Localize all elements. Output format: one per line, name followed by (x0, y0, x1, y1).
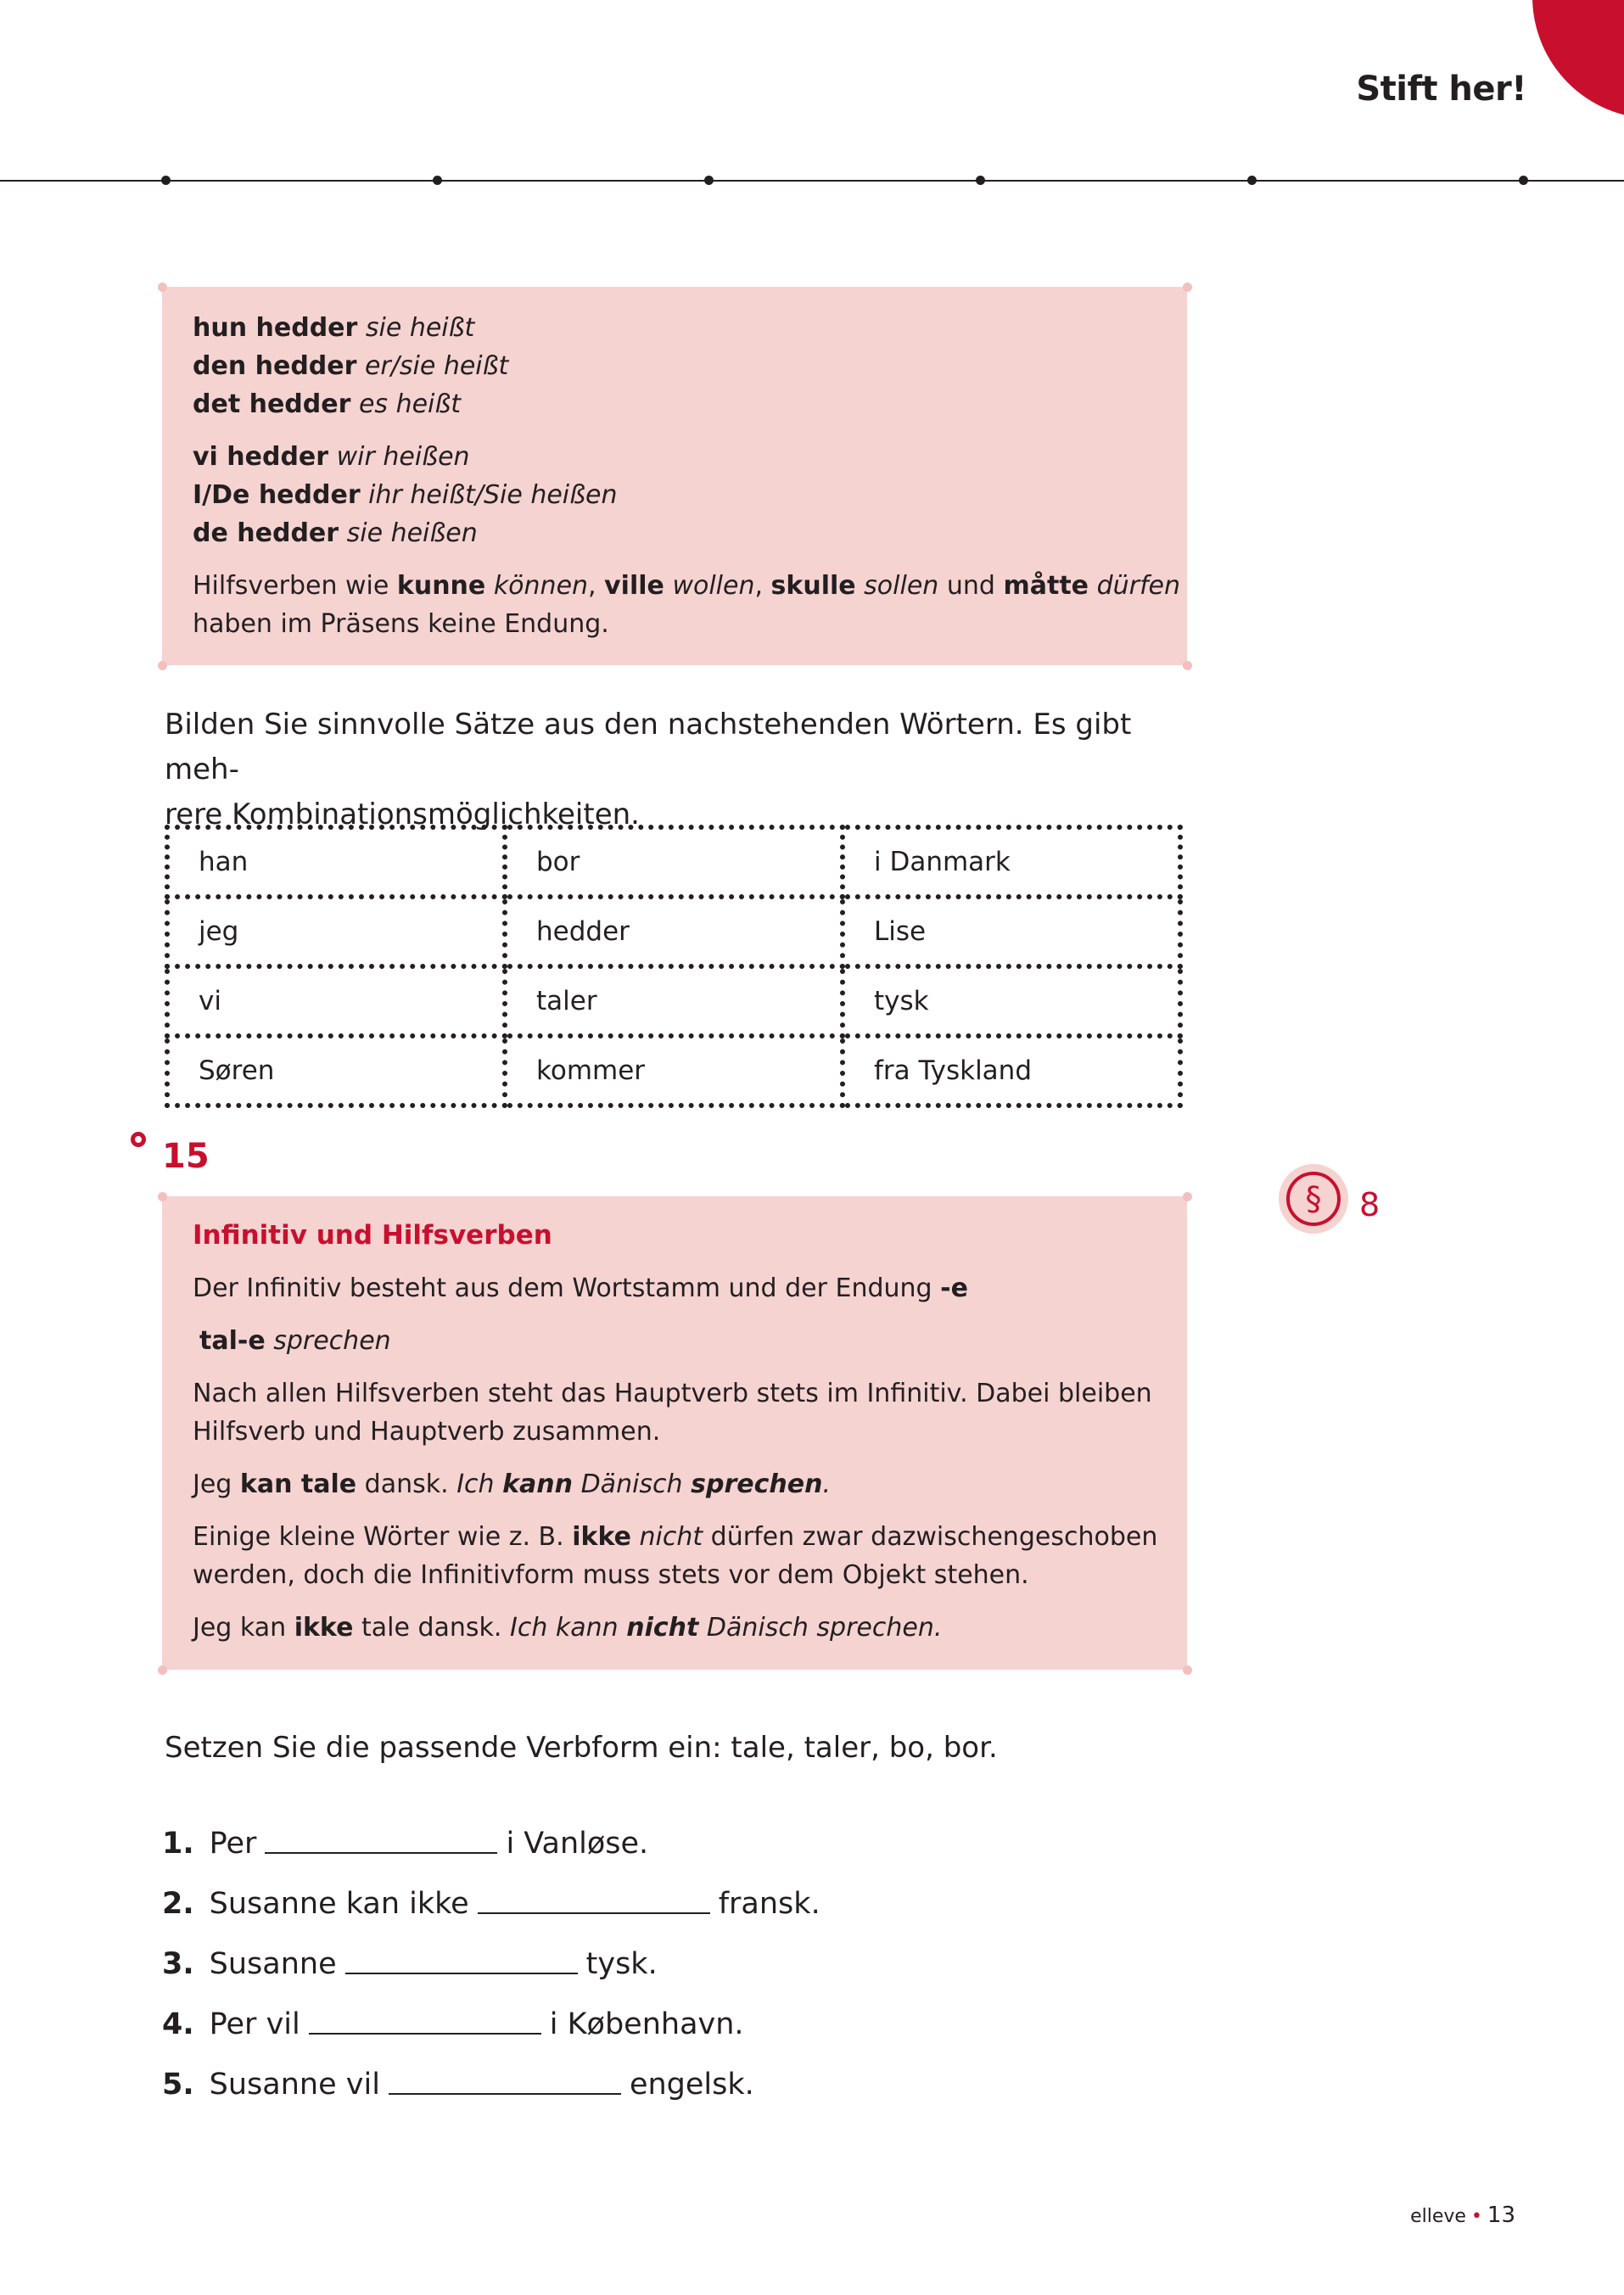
list-item: 5. Susanne vil engelsk. (162, 2068, 754, 2102)
table-row (167, 1036, 1180, 1106)
rule-dot (704, 176, 714, 185)
box-corner-dot (158, 1192, 167, 1201)
paragraph-reference-number: 8 (1359, 1186, 1380, 1223)
bullet-icon: • (1470, 2206, 1482, 2227)
answer-blank[interactable] (265, 1852, 497, 1854)
answer-blank[interactable] (309, 2033, 541, 2035)
exercise-instruction: Bilden Sie sinnvolle Sätze aus den nachstehenden Wörtern. Es gibt meh- rere Kombinationsmöglichkeiten. (165, 708, 1132, 831)
page-header-title: Stift her! (1356, 70, 1526, 109)
grammar-example-line: Jeg kan ikke tale dansk. Ich kann nicht Dänisch sprechen. (193, 1613, 943, 1643)
grammar-rule-line: werden, doch die Infinitivform muss stets vor dem Objekt stehen. (193, 1560, 1029, 1590)
conjugation-line: hun hedder sie heißt (193, 313, 475, 343)
table-cell: i Danmark (843, 827, 1180, 897)
table-cell: bor (505, 827, 843, 897)
answer-blank[interactable] (389, 2093, 621, 2095)
table-cell: Lise (843, 897, 1180, 966)
box-corner-dot (1183, 1192, 1192, 1201)
answer-blank[interactable] (478, 1912, 710, 1914)
exercise-marker-icon (131, 1132, 146, 1147)
rule-dot (161, 176, 171, 185)
grammar-rule-line: Nach allen Hilfsverben steht das Hauptverb stets im Infinitiv. Dabei bleiben (193, 1379, 1152, 1408)
answer-blank[interactable] (345, 1973, 578, 1974)
conjugation-line: den hedder er/sie heißt (193, 351, 509, 381)
rule-dot (433, 176, 442, 185)
table-cell: jeg (167, 897, 505, 966)
table-cell: vi (167, 966, 505, 1036)
footer-brand: elleve (1410, 2206, 1466, 2227)
page-number: 13 (1487, 2203, 1515, 2228)
table-cell: taler (505, 966, 843, 1036)
table-cell: fra Tyskland (843, 1036, 1180, 1106)
exercise-instruction: Setzen Sie die passende Verbform ein: tale, taler, bo, bor. (165, 1731, 998, 1765)
box-corner-dot (158, 1665, 167, 1675)
corner-decoration (1532, 0, 1624, 119)
table-cell: Søren (167, 1036, 505, 1106)
table-row (167, 966, 1180, 1036)
box-corner-dot (158, 661, 167, 670)
header-rule (0, 180, 1624, 182)
fill-in-exercise-list (162, 1800, 820, 2102)
table-cell: hedder (505, 897, 843, 966)
grammar-rule-line: Hilfsverb und Hauptverb zusammen. (193, 1417, 661, 1447)
paragraph-reference-icon (1279, 1164, 1348, 1234)
table-cell: tysk (843, 966, 1180, 1036)
exercise-number: 15 (162, 1137, 210, 1176)
word-table (165, 825, 1183, 1108)
box-corner-dot (1183, 661, 1192, 670)
table-cell: han (167, 827, 505, 897)
page-footer (1410, 2203, 1515, 2228)
auxiliary-verbs-note: Hilfsverben wie kunne können, ville wollen, skulle sollen und måtte dürfen (193, 571, 1180, 601)
conjugation-line: det hedder es heißt (193, 389, 462, 419)
grammar-box-heading: Infinitiv und Hilfsverben (193, 1220, 552, 1251)
grammar-rule-line: Einige kleine Wörter wie z. B. ikke nicht dürfen zwar dazwischengeschoben (193, 1522, 1158, 1552)
grammar-box-conjugation (162, 287, 1187, 665)
list-item: 1. Per i Vanløse. (162, 1827, 649, 1861)
list-item: 3. Susanne tysk. (162, 1947, 658, 1981)
table-cell: kommer (505, 1036, 843, 1106)
conjugation-line: I/De hedder ihr heißt/Sie heißen (193, 480, 618, 510)
grammar-example-line: Jeg kan tale dansk. Ich kann Dänisch sprechen. (193, 1469, 831, 1499)
grammar-box-infinitive (162, 1196, 1187, 1670)
box-corner-dot (1183, 1665, 1192, 1675)
rule-dot (1247, 176, 1257, 185)
table-row (167, 827, 1180, 897)
list-item: 2. Susanne kan ikke fransk. (162, 1887, 820, 1921)
box-corner-dot (1183, 283, 1192, 292)
section-sign-icon: § (1286, 1172, 1341, 1226)
grammar-example-line: tal-e sprechen (199, 1326, 391, 1356)
rule-dot (976, 176, 985, 185)
box-corner-dot (158, 283, 167, 292)
table-row (167, 897, 1180, 966)
grammar-rule-line: Der Infinitiv besteht aus dem Wortstamm und der Endung -e (193, 1273, 968, 1303)
rule-dot (1519, 176, 1528, 185)
list-item: 4. Per vil i København. (162, 2007, 744, 2041)
conjugation-line: vi hedder wir heißen (193, 442, 470, 472)
auxiliary-verbs-note-line2: haben im Präsens keine Endung. (193, 609, 609, 639)
conjugation-line: de hedder sie heißen (193, 518, 478, 548)
